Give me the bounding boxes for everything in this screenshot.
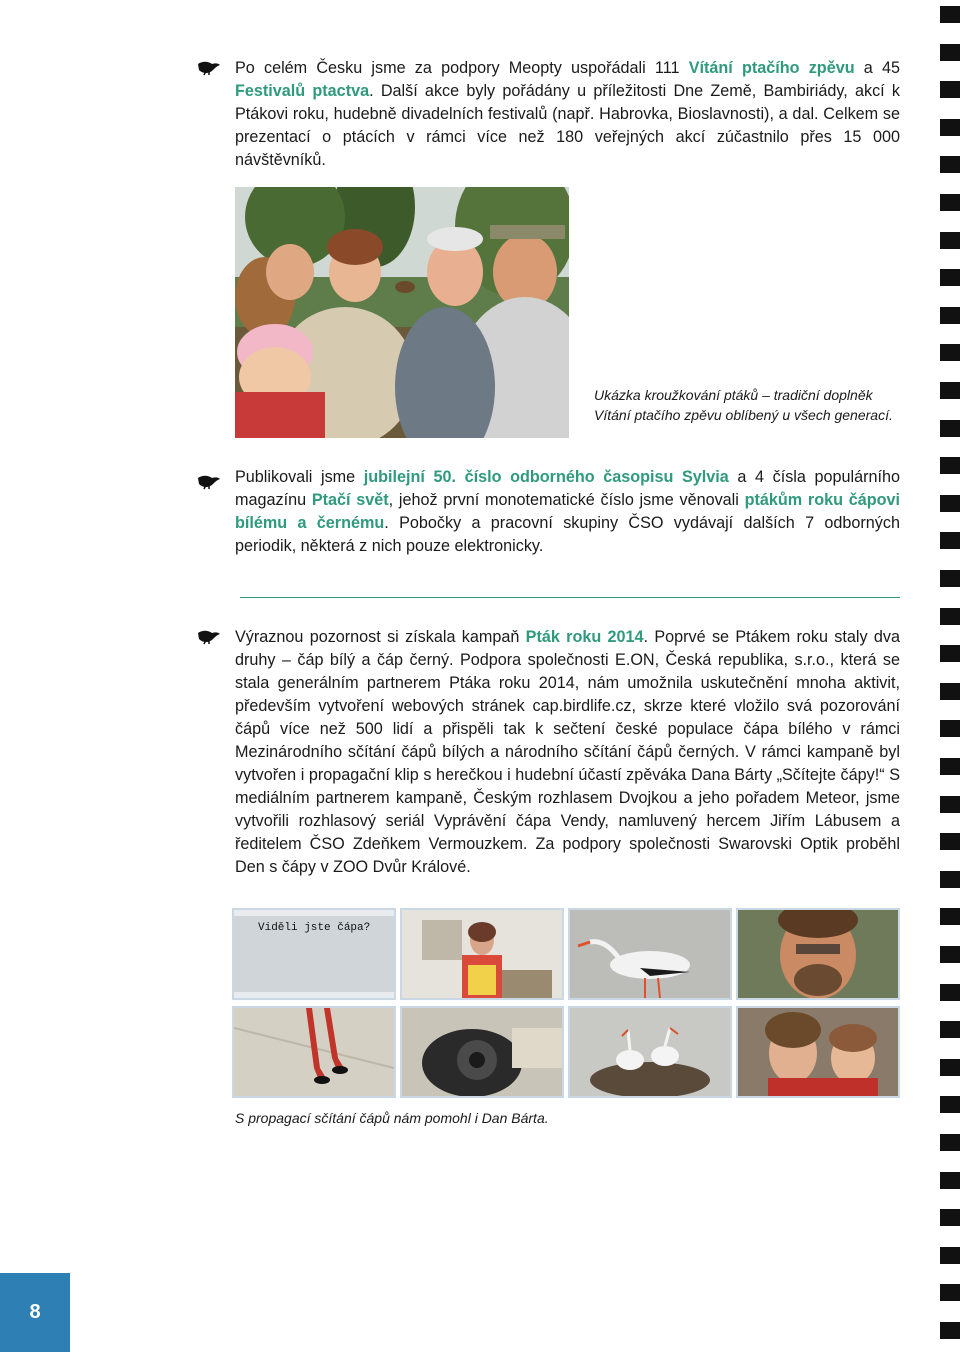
video-stills-grid — [232, 908, 900, 1098]
edge-marker-column — [940, 0, 960, 1352]
text: a 45 — [854, 59, 900, 77]
edge-square — [940, 871, 960, 888]
edge-square — [940, 1172, 960, 1189]
edge-square — [940, 532, 960, 549]
highlight-ptakum-roku: ptákům roku čápovi bílému a černému — [235, 491, 901, 532]
text: . Pobočky a pracovní skupiny ČSO vydávají dalších 7 odborných periodik, některá z nich pouze elektronicky. — [235, 514, 900, 555]
video-still-actress — [400, 908, 564, 1000]
video-still-children — [736, 1006, 900, 1098]
bird-bullet-icon — [196, 60, 222, 76]
edge-square — [940, 194, 960, 211]
highlight-ptak-roku: Pták roku 2014 — [525, 628, 644, 646]
edge-square — [940, 1134, 960, 1151]
edge-square — [940, 495, 960, 512]
section-divider — [240, 597, 900, 598]
edge-square — [940, 269, 960, 286]
edge-square — [940, 382, 960, 399]
edge-square — [940, 232, 960, 249]
highlight-ptaci-svet: Ptačí svět — [311, 491, 389, 509]
text: , jehož první monotematické číslo jsme věnovali — [388, 491, 745, 509]
edge-square — [940, 984, 960, 1001]
bird-bullet-icon — [196, 474, 222, 490]
edge-square — [940, 119, 960, 136]
video-still-title — [232, 908, 396, 1000]
bird-ringing-photo — [235, 187, 569, 438]
highlight-festivaly: Festivalů ptactva — [235, 82, 370, 100]
bird-bullet-icon — [196, 629, 222, 645]
edge-square — [940, 645, 960, 662]
edge-square — [940, 570, 960, 587]
highlight-sylvia: jubilejní 50. číslo odborného časopisu Sylvia — [363, 468, 729, 486]
edge-square — [940, 420, 960, 437]
page-number: 8 — [0, 1273, 70, 1352]
edge-square — [940, 1322, 960, 1339]
edge-square — [940, 1096, 960, 1113]
edge-square — [940, 44, 960, 61]
edge-square — [940, 307, 960, 324]
edge-square — [940, 457, 960, 474]
edge-square — [940, 608, 960, 625]
text: a 4 čísla populárního magazínu — [235, 468, 900, 509]
edge-square — [940, 908, 960, 925]
edge-square — [940, 833, 960, 850]
text: Po celém Česku jsme za podpory Meopty uspořádali 111 — [235, 59, 689, 77]
video-still-stork — [568, 908, 732, 1000]
edge-square — [940, 683, 960, 700]
paragraph-publications — [235, 466, 900, 558]
edge-square — [940, 6, 960, 23]
video-still-singer — [736, 908, 900, 1000]
video-still-nest — [568, 1006, 732, 1098]
edge-square — [940, 758, 960, 775]
thumb-title-text: Viděli jste čápa? — [258, 922, 371, 934]
paragraph-events — [235, 57, 900, 172]
edge-square — [940, 796, 960, 813]
edge-square — [940, 1021, 960, 1038]
edge-square — [940, 1247, 960, 1264]
text: . Další akce byly pořádány u příležitosti Dne Země, Bambiriády, akcí k Ptákovi roku, hudebně divadelních festivalů (např. Habrovka, Bioslavnosti), a dal. Celkem se prezentací o ptácích v rámci více než 180 veřejných akcí zúčastnilo přes 15 000 návštěvníků. — [235, 82, 900, 169]
highlight-vitani: Vítání ptačího zpěvu — [688, 59, 855, 77]
video-stills-caption: S propagací sčítání čápů nám pomohl i Dan Bárta. — [235, 1110, 549, 1126]
edge-square — [940, 81, 960, 98]
text: . Poprvé se Ptákem roku staly dva druhy – čáp bílý a čáp černý. Podpora společnosti E.ON, Česká republika, s.r.o., která se stala generálním partnerem Ptáka roku 2014, nám umožnila uskutečnění mnoha aktivit, především vytvoření webových stránek cap.birdlife.cz, skrze které vložilo svá pozorování čápů více než 500 lidí a přispěli tak k sečtení české populace čápa bílého v rámci Mezinárodního sčítání čápů bílých a národního sčítání čápů černých. V rámci kampaně byl vytvořen i propagační klip s herečkou i hudební účastí zpěváka Dana Bárty „Sčítejte čápy!“ S mediálním partnerem kampaně, Českým rozhlasem Dvojkou a jeho pořadem Meteor, jsme vytvořili rozhlasový seriál Vyprávění čápa Vendy, namluvený hercem Jiřím Lábusem a ředitelem ČSO Zdeňkem Vermouzkem. Za podpory společnosti Swarovski Optik proběhl Den s čápy v ZOO Dvůr Králové. — [235, 628, 900, 876]
edge-square — [940, 1209, 960, 1226]
edge-square — [940, 156, 960, 173]
edge-square — [940, 344, 960, 361]
video-still-red-legs — [232, 1006, 396, 1098]
edge-square — [940, 1059, 960, 1076]
edge-square — [940, 946, 960, 963]
text: Výraznou pozornost si získala kampaň — [235, 628, 526, 646]
edge-square — [940, 720, 960, 737]
photo-caption: Ukázka kroužkování ptáků – tradiční doplněk Vítání ptačího zpěvu oblíbený u všech generací. — [594, 387, 893, 423]
edge-square — [940, 1284, 960, 1301]
paragraph-campaign — [235, 626, 900, 879]
text: Publikovali jsme — [235, 468, 364, 486]
video-still-phone — [400, 1006, 564, 1098]
